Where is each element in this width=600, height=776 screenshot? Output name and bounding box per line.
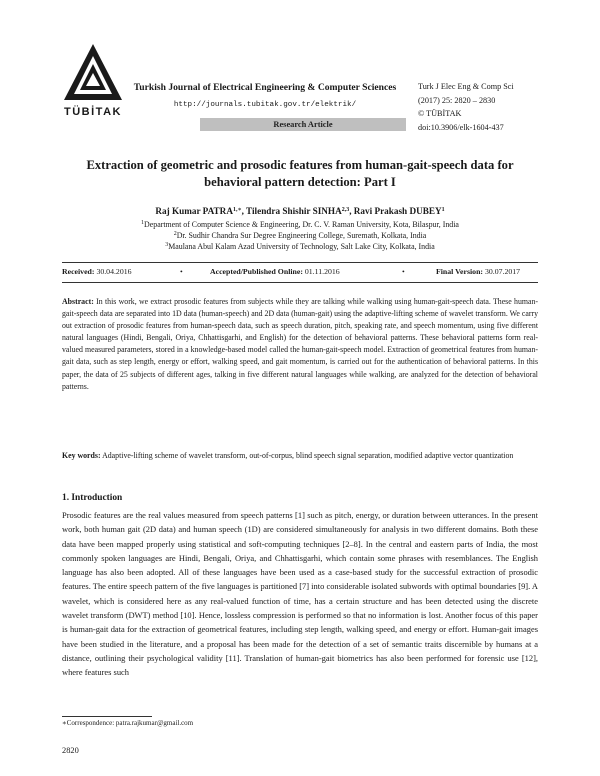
abstract [62, 296, 538, 393]
author-name: Tilendra Shishir SINHA [246, 206, 342, 216]
paper-title [40, 157, 560, 191]
section-heading: 1. Introduction [62, 493, 123, 503]
abstract-text: In this work, we extract prosodic features from subjects while they are talking while walking using human-gait-speech data. These human-gait-speech data are separated into 1D data (human-speech) and 2D data (human-gait) using the adaptive-lifting scheme of wavelet transform. We carry out extraction of prosodic features from human-speech data, such as speech duration, pitch, speaking rate, and speech momentum, using five different natural languages (Hindi, Bengali, Oriya, Chhattisgarhi, and English) for the detection of behavioral patterns. These behavioral patterns form real-valued measured parameters, stored in a knowledge-based model called the human-gait-speech model. Extraction of geometrical features from human-gait data, such as step length, energy or effort, walking speed, and gait momentum, is carried out for the authentication of behavioral patterns. In this paper, the data of 25 subjects of different ages, talking in five different natural languages while walking, are analyzed for the detection of behavioral patterns. [62, 297, 538, 391]
article-type-badge: Research Article [200, 118, 406, 131]
doi-link[interactable]: doi:10.3906/elk-1604-437 [418, 122, 504, 132]
received-date: 30.04.2016 [96, 267, 132, 276]
tubitak-emblem-icon [62, 42, 124, 104]
author-separator: , [349, 206, 354, 216]
title-line-1: Extraction of geometric and prosodic features from human-gait-speech data for [86, 158, 514, 172]
received-label: Received: [62, 267, 95, 276]
affiliation-text: Department of Computer Science & Engineering, Dr. C. V. Raman University, Kota, Bilaspur, India [144, 220, 459, 229]
copyright: © TÜBİTAK [418, 109, 462, 118]
accepted-label: Accepted/Published Online: [210, 267, 303, 276]
affiliation [40, 230, 560, 241]
keywords [62, 450, 538, 462]
introduction-text: Prosodic features are the real values measured from speech patterns [1] such as pitch, energy, or duration between utterances. In the present work, both human gait (2D data) and human speech (1D) are considered simultaneously for analysis in two different domains. Both these data have been mapped properly using statistical and soft-computing techniques [2–8]. In the central and eastern parts of India, the most commonly spoken languages are Hindi, Bengali, Oriya, and Chhattisgarhi, which contain some phrases with resemblances. The English language has also been adopted. All of these languages have been used as a case-based study for the successful extraction of prosodic features. The entire speech pattern of the five languages is partitioned [7] into considerable isolated subwords with optimal boundaries [9]. A wavelet, which is considered here as any real-valued function of time, has a certain structure and has been detected using the discrete wavelet transform (DWT) method [10]. Hence, lossless compression is performed so that no information is lost. Another focus of this paper is human-gait data for the extraction of geometrical features, including step length, walking speed, and energy or effort. Human-gait images have been studied in the literature, and a proposal has been made for the detection of a set of semantic traits discernible by humans at a distance, outlining their psychological validity [11]. Translation of human-gait biometrics has also been performed for forensic use [12], where features such [62, 510, 538, 678]
journal-name: Turkish Journal of Electrical Engineering & Computer Sciences [133, 82, 397, 93]
title-line-2: behavioral pattern detection: Part I [204, 175, 396, 189]
affiliation-number: 2 [173, 231, 177, 237]
logo-wordmark: TÜBİTAK [64, 106, 122, 118]
author-list [40, 206, 560, 216]
dates-line [62, 267, 538, 278]
accepted-date: 01.11.2016 [304, 267, 340, 276]
volume-pages: (2017) 25: 2820 – 2830 [418, 95, 496, 105]
footnote-divider [62, 716, 152, 717]
author-affiliation-mark: 2,3 [341, 207, 350, 213]
author-separator: , [241, 206, 247, 216]
final-label: Final Version: [436, 267, 484, 276]
divider [62, 262, 538, 263]
keywords-text: Adaptive-lifting scheme of wavelet transform, out-of-corpus, blind speech signal separation, modified adaptive vector quantization [102, 451, 514, 460]
page-number: 2820 [62, 746, 79, 755]
affiliation-number: 3 [165, 242, 169, 248]
correspondence-footnote: ∗Correspondence: patra.rajkumar@gmail.com [62, 719, 194, 727]
affiliation-number: 1 [141, 220, 145, 226]
author-name: Ravi Prakash DUBEY [353, 206, 442, 216]
citation-block [418, 80, 594, 134]
journal-url-link[interactable]: http://journals.tubitak.gov.tr/elektrik/ [173, 101, 357, 109]
keywords-label: Key words: [62, 451, 101, 460]
affiliation [40, 241, 560, 252]
author-affiliation-mark: 1 [441, 207, 445, 213]
journal-abbrev: Turk J Elec Eng & Comp Sci [418, 82, 514, 91]
tubitak-logo [62, 42, 124, 122]
author-affiliation-mark: 1,∗ [232, 207, 242, 213]
bullet: • [402, 267, 405, 276]
affiliation-text: Maulana Abul Kalam Azad University of Technology, Salt Lake City, Kolkata, India [168, 242, 435, 251]
affiliation [40, 219, 560, 230]
divider [62, 282, 538, 283]
author-name: Raj Kumar PATRA [155, 206, 233, 216]
affiliation-text: Dr. Sudhir Chandra Sur Degree Engineering College, Suremath, Kolkata, India [176, 231, 427, 240]
abstract-label: Abstract: [62, 297, 94, 306]
bullet: • [180, 267, 183, 276]
final-date: 30.07.2017 [484, 267, 521, 276]
